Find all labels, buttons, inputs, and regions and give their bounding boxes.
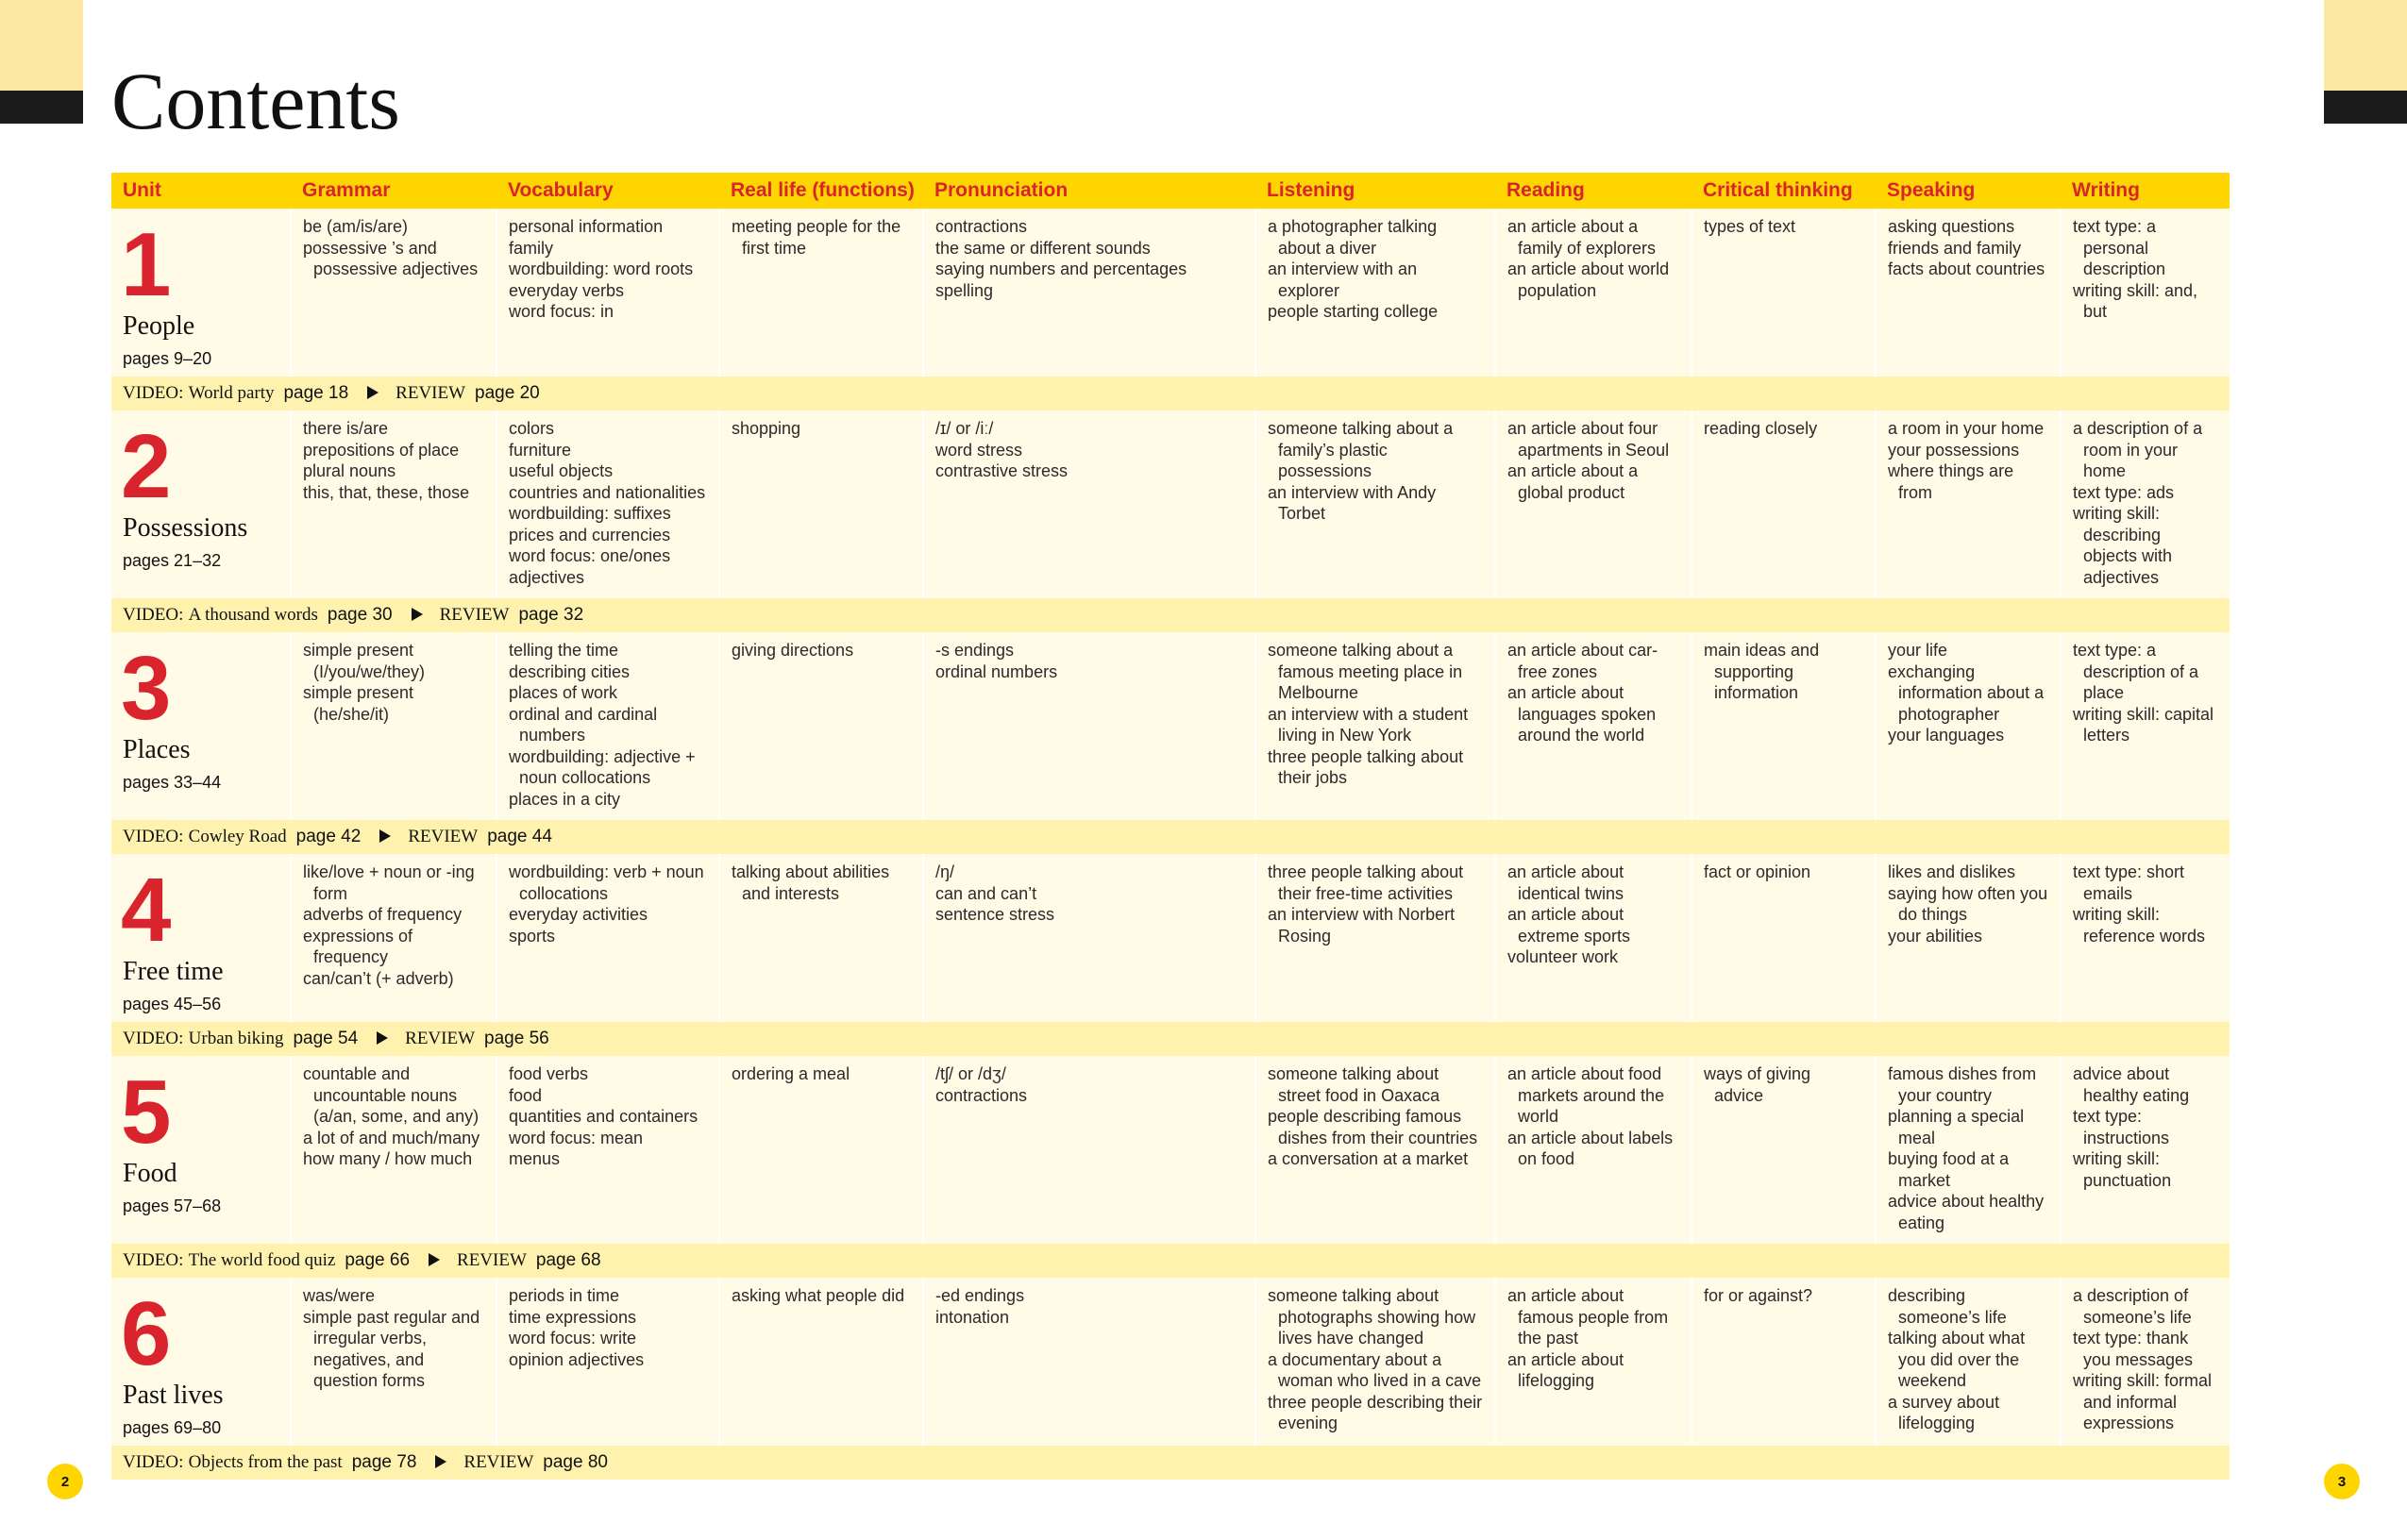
unit-pages: pages 57–68 bbox=[123, 1197, 222, 1215]
cell-line: sentence stress bbox=[935, 905, 1055, 924]
cell-line: giving directions bbox=[732, 641, 854, 660]
unit-name: Free time bbox=[123, 957, 224, 986]
cell-line: writing skill: reference words bbox=[2073, 905, 2206, 946]
cell-line: wordbuilding: suffixes bbox=[509, 504, 671, 523]
cell-line: time expressions bbox=[509, 1307, 637, 1327]
cell-line: text type: ads bbox=[2073, 482, 2175, 502]
reading-cell bbox=[1495, 632, 1692, 820]
cell-line: ordinal and cardinal numbers bbox=[509, 704, 658, 745]
cell-line: contractions bbox=[935, 217, 1028, 236]
cell-line: your abilities bbox=[1888, 926, 1983, 946]
video-label: VIDEO: bbox=[123, 604, 184, 625]
listening-cell bbox=[1255, 209, 1495, 377]
cell-line: asking what people did bbox=[732, 1286, 905, 1305]
unit-pages: pages 69–80 bbox=[123, 1418, 222, 1437]
cell-line: /ŋ/ bbox=[935, 862, 955, 881]
grammar-cell bbox=[291, 410, 497, 598]
cell-line: intonation bbox=[935, 1307, 1010, 1327]
column-header-real-life: Real life (functions) bbox=[719, 173, 923, 209]
review-label: REVIEW bbox=[463, 1451, 534, 1472]
cell-line: writing skill: describing objects with adjectives bbox=[2073, 504, 2173, 587]
cell-line: wordbuilding: adjective + noun collocations bbox=[509, 746, 696, 787]
cell-line: your possessions bbox=[1888, 440, 2020, 460]
listening-cell bbox=[1255, 1278, 1495, 1446]
unit-number: 2 bbox=[121, 416, 172, 517]
cell-line: facts about countries bbox=[1888, 259, 2045, 278]
cell-line: your life bbox=[1888, 641, 1948, 660]
cell-line: personal information bbox=[509, 217, 664, 236]
video-title: The world food quiz bbox=[188, 1249, 336, 1270]
cell-line: countable and uncountable nouns (a/an, some, and any) bbox=[303, 1064, 480, 1126]
cell-line: writing skill: capital letters bbox=[2073, 704, 2214, 745]
cell-line: main ideas and supporting information bbox=[1704, 641, 1820, 702]
video-row bbox=[111, 377, 2230, 410]
video-row bbox=[111, 820, 2230, 854]
unit-pages: pages 9–20 bbox=[123, 349, 212, 368]
critical-thinking-cell bbox=[1692, 1056, 1876, 1244]
cell-line: word focus: mean bbox=[509, 1128, 644, 1147]
column-header-pronunciation: Pronunciation bbox=[923, 173, 1255, 209]
unit-number: 5 bbox=[121, 1062, 172, 1163]
cell-line: describing cities bbox=[509, 661, 631, 681]
unit-number: 3 bbox=[121, 638, 172, 739]
video-row bbox=[111, 1022, 2230, 1056]
real-life-cell bbox=[719, 209, 923, 377]
cell-line: talking about what you did over the weekend bbox=[1888, 1329, 2026, 1390]
writing-cell bbox=[2061, 1278, 2230, 1446]
unit-name: Past lives bbox=[123, 1381, 224, 1410]
cell-line: an article about lifelogging bbox=[1507, 1349, 1624, 1390]
pronunciation-cell bbox=[923, 632, 1255, 820]
reading-cell bbox=[1495, 410, 1692, 598]
grammar-cell bbox=[291, 1056, 497, 1244]
cell-line: exchanging information about a photographer bbox=[1888, 661, 2045, 724]
cell-line: this, that, these, those bbox=[303, 482, 470, 502]
contents-table bbox=[111, 173, 2230, 1480]
cell-line: people describing famous dishes from their countries bbox=[1268, 1107, 1478, 1147]
cell-line: a photographer talking about a diver bbox=[1268, 217, 1438, 258]
cell-line: an article about world population bbox=[1507, 259, 1670, 300]
video-page: page 66 bbox=[345, 1249, 411, 1270]
play-icon bbox=[377, 1031, 388, 1045]
cell-line: places in a city bbox=[509, 789, 621, 809]
cell-line: a survey about lifelogging bbox=[1888, 1392, 2000, 1432]
cell-line: an article about car-free zones bbox=[1507, 641, 1658, 681]
vocabulary-cell bbox=[497, 854, 719, 1022]
video-title: World party bbox=[188, 382, 275, 403]
pronunciation-cell bbox=[923, 854, 1255, 1022]
unit-row bbox=[111, 209, 2230, 377]
cell-line: famous dishes from your country bbox=[1888, 1064, 2037, 1105]
speaking-cell bbox=[1876, 1056, 2061, 1244]
real-life-cell bbox=[719, 854, 923, 1022]
cell-line: menus bbox=[509, 1149, 561, 1168]
pronunciation-cell bbox=[923, 410, 1255, 598]
cell-line: -s endings bbox=[935, 641, 1015, 660]
unit-row bbox=[111, 1278, 2230, 1446]
cell-line: periods in time bbox=[509, 1286, 620, 1305]
video-cell bbox=[111, 377, 2230, 410]
cell-line: text type: short emails bbox=[2073, 862, 2185, 903]
cell-line: reading closely bbox=[1704, 419, 1818, 438]
cell-line: people starting college bbox=[1268, 302, 1439, 321]
cell-line: food bbox=[509, 1085, 543, 1105]
unit-cell bbox=[111, 209, 291, 377]
cell-line: word stress bbox=[935, 440, 1023, 460]
review-label: REVIEW bbox=[408, 826, 479, 846]
video-title: Cowley Road bbox=[188, 826, 287, 846]
cell-line: saying how often you do things bbox=[1888, 883, 2048, 924]
review-page: page 44 bbox=[487, 826, 552, 846]
review-page: page 68 bbox=[535, 1249, 601, 1270]
unit-rows bbox=[111, 209, 2230, 1480]
unit-row bbox=[111, 632, 2230, 820]
cell-line: opinion adjectives bbox=[509, 1349, 645, 1369]
cell-line: advice about healthy eating bbox=[2073, 1064, 2190, 1105]
cell-line: types of text bbox=[1704, 217, 1796, 236]
pronunciation-cell bbox=[923, 1278, 1255, 1446]
cell-line: furniture bbox=[509, 440, 572, 460]
speaking-cell bbox=[1876, 1278, 2061, 1446]
cell-line: spelling bbox=[935, 280, 994, 300]
unit-pages: pages 45–56 bbox=[123, 995, 222, 1013]
left-tab-decoration bbox=[0, 0, 83, 91]
cell-line: an article about famous people from the past bbox=[1507, 1286, 1669, 1348]
review-page: page 56 bbox=[484, 1028, 549, 1048]
play-icon bbox=[379, 829, 391, 843]
cell-line: was/were bbox=[303, 1286, 376, 1305]
cell-line: adjectives bbox=[509, 567, 585, 587]
cell-line: quantities and containers bbox=[509, 1107, 699, 1126]
grammar-cell bbox=[291, 854, 497, 1022]
cell-line: useful objects bbox=[509, 461, 614, 480]
right-tab-bar bbox=[2324, 91, 2407, 124]
cell-line: contrastive stress bbox=[935, 461, 1069, 480]
cell-line: a conversation at a market bbox=[1268, 1149, 1469, 1168]
video-label: VIDEO: bbox=[123, 1028, 184, 1048]
video-title: A thousand words bbox=[188, 604, 318, 625]
column-header-writing: Writing bbox=[2061, 173, 2230, 209]
reading-cell bbox=[1495, 1056, 1692, 1244]
column-header-grammar: Grammar bbox=[291, 173, 497, 209]
video-cell bbox=[111, 1446, 2230, 1480]
cell-line: text type: thank you messages bbox=[2073, 1329, 2194, 1369]
unit-pages: pages 33–44 bbox=[123, 773, 222, 792]
column-header-reading: Reading bbox=[1495, 173, 1692, 209]
listening-cell bbox=[1255, 410, 1495, 598]
unit-row bbox=[111, 410, 2230, 598]
cell-line: adverbs of frequency bbox=[303, 905, 463, 924]
play-icon bbox=[412, 608, 423, 621]
critical-thinking-cell bbox=[1692, 1278, 1876, 1446]
cell-line: expressions of frequency bbox=[303, 926, 413, 966]
speaking-cell bbox=[1876, 854, 2061, 1022]
video-page: page 78 bbox=[351, 1451, 417, 1472]
cell-line: text type: a description of a place bbox=[2073, 641, 2199, 702]
video-title: Urban biking bbox=[188, 1028, 284, 1048]
left-tab-bar bbox=[0, 91, 83, 124]
cell-line: an article about languages spoken around the world bbox=[1507, 683, 1657, 745]
page-number-left: 2 bbox=[47, 1464, 83, 1499]
unit-row bbox=[111, 1056, 2230, 1244]
review-label: REVIEW bbox=[405, 1028, 476, 1048]
critical-thinking-cell bbox=[1692, 410, 1876, 598]
cell-line: likes and dislikes bbox=[1888, 862, 2016, 881]
cell-line: for or against? bbox=[1704, 1286, 1813, 1305]
unit-cell bbox=[111, 1278, 291, 1446]
cell-line: ways of giving advice bbox=[1704, 1064, 1811, 1105]
cell-line: prepositions of place bbox=[303, 440, 460, 460]
cell-line: an interview with a student living in New York bbox=[1268, 704, 1469, 745]
video-cell bbox=[111, 820, 2230, 854]
cell-line: three people talking about their jobs bbox=[1268, 746, 1464, 787]
cell-line: meeting people for the first time bbox=[732, 217, 901, 258]
reading-cell bbox=[1495, 1278, 1692, 1446]
cell-line: an interview with Andy Torbet bbox=[1268, 482, 1437, 523]
cell-line: shopping bbox=[732, 419, 801, 438]
cell-line: word focus: write bbox=[509, 1329, 637, 1348]
cell-line: planning a special meal bbox=[1888, 1107, 2025, 1147]
speaking-cell bbox=[1876, 209, 2061, 377]
video-page: page 54 bbox=[293, 1028, 359, 1048]
speaking-cell bbox=[1876, 632, 2061, 820]
cell-line: buying food at a market bbox=[1888, 1149, 2010, 1190]
cell-line: an article about a global product bbox=[1507, 461, 1639, 502]
cell-line: can and can’t bbox=[935, 883, 1037, 903]
cell-line: /ɪ/ or /iː/ bbox=[935, 419, 994, 438]
critical-thinking-cell bbox=[1692, 854, 1876, 1022]
cell-line: there is/are bbox=[303, 419, 389, 438]
vocabulary-cell bbox=[497, 632, 719, 820]
cell-line: can/can’t (+ adverb) bbox=[303, 968, 454, 988]
cell-line: family bbox=[509, 238, 554, 258]
vocabulary-cell bbox=[497, 209, 719, 377]
cell-line: food verbs bbox=[509, 1064, 589, 1083]
speaking-cell bbox=[1876, 410, 2061, 598]
cell-line: an article about extreme sports bbox=[1507, 905, 1631, 946]
cell-line: colors bbox=[509, 419, 555, 438]
cell-line: how many / how much bbox=[303, 1149, 473, 1168]
listening-cell bbox=[1255, 632, 1495, 820]
cell-line: everyday activities bbox=[509, 905, 648, 924]
grammar-cell bbox=[291, 1278, 497, 1446]
unit-pages: pages 21–32 bbox=[123, 551, 222, 570]
cell-line: writing skill: and, but bbox=[2073, 280, 2198, 321]
cell-line: sports bbox=[509, 926, 556, 946]
critical-thinking-cell bbox=[1692, 209, 1876, 377]
cell-line: like/love + noun or -ing form bbox=[303, 862, 475, 903]
review-label: REVIEW bbox=[439, 604, 510, 625]
cell-line: contractions bbox=[935, 1085, 1028, 1105]
right-tab-decoration bbox=[2324, 0, 2407, 91]
video-label: VIDEO: bbox=[123, 1249, 184, 1270]
cell-line: everyday verbs bbox=[509, 280, 625, 300]
review-page: page 80 bbox=[543, 1451, 608, 1472]
review-page: page 20 bbox=[475, 382, 540, 403]
page-number-right: 3 bbox=[2324, 1464, 2360, 1499]
cell-line: where things are from bbox=[1888, 461, 2014, 502]
cell-line: asking questions bbox=[1888, 217, 2015, 236]
cell-line: a description of someone’s life bbox=[2073, 1286, 2192, 1327]
unit-row bbox=[111, 854, 2230, 1022]
unit-name: Possessions bbox=[123, 513, 248, 543]
column-header-vocabulary: Vocabulary bbox=[497, 173, 719, 209]
pronunciation-cell bbox=[923, 1056, 1255, 1244]
video-row bbox=[111, 1244, 2230, 1278]
listening-cell bbox=[1255, 1056, 1495, 1244]
cell-line: simple present (I/you/we/they) bbox=[303, 641, 426, 681]
writing-cell bbox=[2061, 632, 2230, 820]
header-row bbox=[111, 173, 2230, 209]
real-life-cell bbox=[719, 1056, 923, 1244]
page-title: Contents bbox=[111, 56, 400, 146]
unit-name: Food bbox=[123, 1159, 177, 1188]
unit-name: Places bbox=[123, 735, 191, 764]
real-life-cell bbox=[719, 632, 923, 820]
critical-thinking-cell bbox=[1692, 632, 1876, 820]
cell-line: a documentary about a woman who lived in a cave bbox=[1268, 1349, 1482, 1390]
cell-line: three people describing their evening bbox=[1268, 1392, 1483, 1432]
cell-line: simple present (he/she/it) bbox=[303, 683, 414, 724]
cell-line: three people talking about their free-time activities bbox=[1268, 862, 1464, 903]
cell-line: writing skill: formal and informal expressions bbox=[2073, 1371, 2213, 1432]
video-label: VIDEO: bbox=[123, 1451, 184, 1472]
unit-name: People bbox=[123, 311, 195, 341]
cell-line: telling the time bbox=[509, 641, 619, 660]
cell-line: wordbuilding: word roots bbox=[509, 259, 694, 278]
video-page: page 30 bbox=[327, 604, 393, 625]
cell-line: someone talking about a famous meeting place in Melbourne bbox=[1268, 641, 1463, 702]
cell-line: a lot of and much/many bbox=[303, 1128, 480, 1147]
vocabulary-cell bbox=[497, 410, 719, 598]
reading-cell bbox=[1495, 209, 1692, 377]
cell-line: ordinal numbers bbox=[935, 661, 1058, 681]
cell-line: an article about food markets around the world bbox=[1507, 1064, 1665, 1126]
cell-line: an article about a family of explorers bbox=[1507, 217, 1657, 258]
column-header-unit: Unit bbox=[111, 173, 291, 209]
real-life-cell bbox=[719, 410, 923, 598]
cell-line: an interview with Norbert Rosing bbox=[1268, 905, 1456, 946]
cell-line: an interview with an explorer bbox=[1268, 259, 1418, 300]
cell-line: wordbuilding: verb + noun collocations bbox=[509, 862, 704, 903]
cell-line: an article about four apartments in Seoul bbox=[1507, 419, 1670, 460]
grammar-cell bbox=[291, 632, 497, 820]
writing-cell bbox=[2061, 209, 2230, 377]
column-header-critical-thinking: Critical thinking bbox=[1692, 173, 1876, 209]
unit-cell bbox=[111, 410, 291, 598]
cell-line: saying numbers and percentages bbox=[935, 259, 1187, 278]
video-page: page 18 bbox=[283, 382, 349, 403]
listening-cell bbox=[1255, 854, 1495, 1022]
cell-line: word focus: one/ones bbox=[509, 546, 671, 565]
cell-line: talking about abilities and interests bbox=[732, 862, 890, 903]
column-header-speaking: Speaking bbox=[1876, 173, 2061, 209]
cell-line: describing someone’s life bbox=[1888, 1286, 2007, 1327]
review-label: REVIEW bbox=[396, 382, 466, 403]
vocabulary-cell bbox=[497, 1278, 719, 1446]
cell-line: simple past regular and irregular verbs, negatives, and question forms bbox=[303, 1307, 480, 1390]
reading-cell bbox=[1495, 854, 1692, 1022]
cell-line: countries and nationalities bbox=[509, 482, 706, 502]
cell-line: someone talking about a family’s plastic possessions bbox=[1268, 419, 1454, 480]
cell-line: friends and family bbox=[1888, 238, 2022, 258]
cell-line: -ed endings bbox=[935, 1286, 1025, 1305]
video-row bbox=[111, 598, 2230, 632]
writing-cell bbox=[2061, 854, 2230, 1022]
unit-number: 4 bbox=[121, 860, 172, 961]
cell-line: /tʃ/ or /dʒ/ bbox=[935, 1064, 1006, 1083]
cell-line: be (am/is/are) bbox=[303, 217, 409, 236]
cell-line: fact or opinion bbox=[1704, 862, 1811, 881]
column-header-listening: Listening bbox=[1255, 173, 1495, 209]
writing-cell bbox=[2061, 1056, 2230, 1244]
grammar-cell bbox=[291, 209, 497, 377]
play-icon bbox=[367, 386, 379, 399]
video-label: VIDEO: bbox=[123, 382, 184, 403]
review-label: REVIEW bbox=[457, 1249, 527, 1270]
table-header bbox=[111, 173, 2230, 209]
video-page: page 42 bbox=[295, 826, 362, 846]
play-icon bbox=[435, 1455, 446, 1468]
unit-cell bbox=[111, 632, 291, 820]
video-row bbox=[111, 1446, 2230, 1480]
cell-line: places of work bbox=[509, 683, 618, 702]
video-cell bbox=[111, 598, 2230, 632]
pronunciation-cell bbox=[923, 209, 1255, 377]
unit-number: 1 bbox=[121, 214, 172, 315]
video-title: Objects from the past bbox=[188, 1451, 343, 1472]
cell-line: your languages bbox=[1888, 726, 2005, 745]
cell-line: ordering a meal bbox=[732, 1064, 850, 1083]
cell-line: possessive ’s and possessive adjectives bbox=[303, 238, 479, 278]
cell-line: volunteer work bbox=[1507, 947, 1619, 966]
vocabulary-cell bbox=[497, 1056, 719, 1244]
cell-line: someone talking about street food in Oaxaca bbox=[1268, 1064, 1440, 1105]
cell-line: someone talking about photographs showing how lives have changed bbox=[1268, 1286, 1476, 1348]
cell-line: a room in your home bbox=[1888, 419, 2045, 438]
cell-line: an article about labels on food bbox=[1507, 1128, 1674, 1168]
video-cell bbox=[111, 1022, 2230, 1056]
play-icon bbox=[429, 1253, 440, 1266]
cell-line: plural nouns bbox=[303, 461, 396, 480]
cell-line: writing skill: punctuation bbox=[2073, 1149, 2172, 1190]
cell-line: a description of a room in your home bbox=[2073, 419, 2203, 480]
cell-line: text type: a personal description bbox=[2073, 217, 2166, 278]
writing-cell bbox=[2061, 410, 2230, 598]
cell-line: the same or different sounds bbox=[935, 238, 1151, 258]
unit-cell bbox=[111, 854, 291, 1022]
cell-line: prices and currencies bbox=[509, 525, 671, 544]
cell-line: word focus: in bbox=[509, 302, 614, 321]
real-life-cell bbox=[719, 1278, 923, 1446]
cell-line: an article about identical twins bbox=[1507, 862, 1624, 903]
cell-line: text type: instructions bbox=[2073, 1107, 2170, 1147]
cell-line: advice about healthy eating bbox=[1888, 1192, 2045, 1232]
unit-cell bbox=[111, 1056, 291, 1244]
review-page: page 32 bbox=[518, 604, 584, 625]
unit-number: 6 bbox=[121, 1283, 172, 1384]
video-cell bbox=[111, 1244, 2230, 1278]
video-label: VIDEO: bbox=[123, 826, 184, 846]
